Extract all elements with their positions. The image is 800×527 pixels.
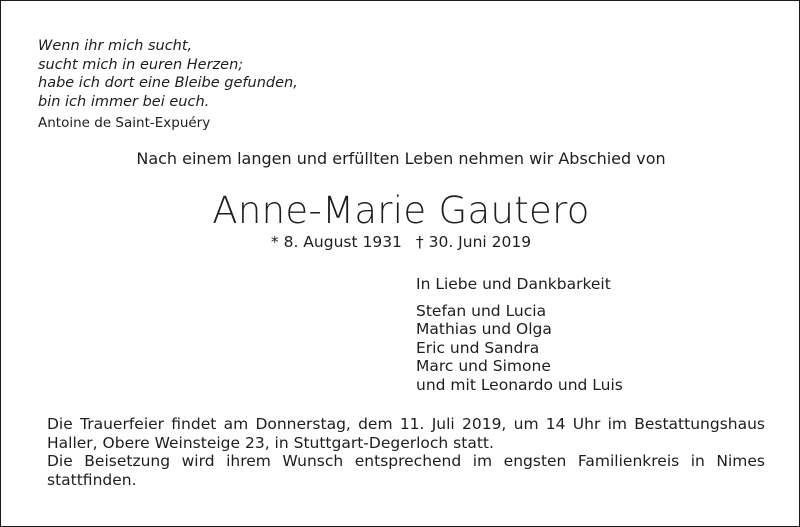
birth-date: * 8. August 1931 [270, 233, 402, 251]
poem [38, 37, 298, 111]
poem-author: Antoine de Saint-Expuéry [38, 115, 211, 131]
poem-line: habe ich dort eine Bleibe gefunden, [38, 75, 298, 91]
family-member: Marc und Simone [416, 357, 551, 375]
poem-line: sucht mich in euren Herzen; [38, 56, 244, 73]
deceased-name: Anne-Marie Gautero [212, 189, 590, 232]
death-date: † 30. Juni 2019 [415, 233, 532, 251]
burial-text: Die Beisetzung wird ihrem Wunsch entsprechend im engsten Familienkreis in Nimes stattfinden. [47, 452, 765, 489]
funeral-information [47, 415, 765, 489]
life-dates [1, 233, 800, 251]
ceremony-text: Die Trauerfeier findet am Donnerstag, dem 11. Juli 2019, um 14 Uhr im Bestattungshaus Haller, Obere Weinsteige 23, in Stuttgart-Degerloch statt. [47, 415, 765, 452]
family-greeting: In Liebe und Dankbarkeit [416, 275, 611, 293]
family-signature [416, 275, 623, 394]
family-member: Stefan und Lucia [416, 301, 547, 320]
poem-line: Wenn ihr mich sucht, [38, 38, 193, 54]
family-member: Mathias und Olga [416, 320, 552, 338]
family-member: und mit Leonardo und Luis [416, 375, 623, 394]
family-member: Eric und Sandra [416, 338, 540, 357]
poem-line: bin ich immer bei euch. [38, 93, 210, 110]
intro-text: Nach einem langen und erfüllten Leben nehmen wir Abschied von [136, 149, 666, 168]
